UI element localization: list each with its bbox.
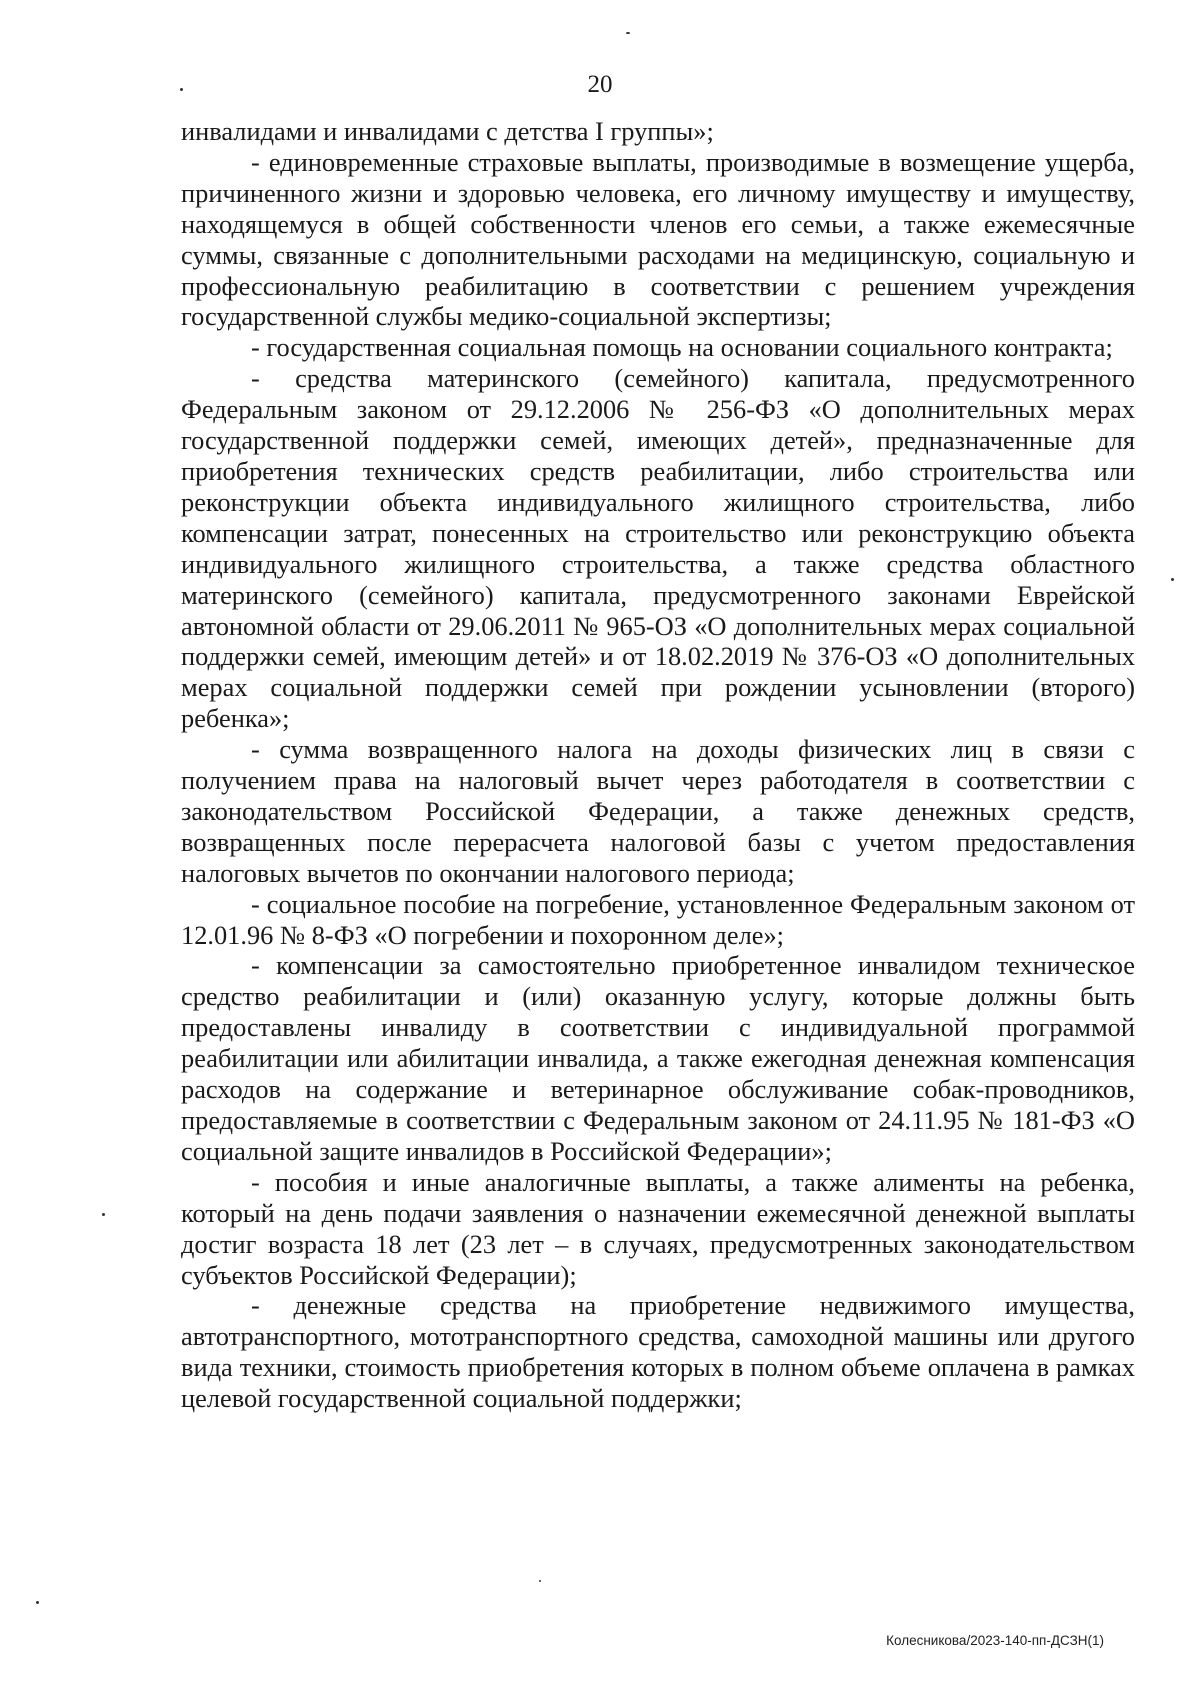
list-item-social-contract: - государственная социальная помощь на основании социального контракта; bbox=[251, 332, 1113, 363]
scan-speck bbox=[102, 1213, 105, 1216]
list-item-property-funds: - денежные средства на приобретение недвижимого имущества, автотранспортного, мототранспортного средства, самоходной машины или другого вида техники, стоимость приобретения которых в полном объеме оплачена в рамках целевой государственной социальной поддержки; bbox=[181, 1290, 1135, 1414]
scan-speck bbox=[539, 1580, 541, 1582]
scan-speck bbox=[626, 32, 630, 34]
list-item-tax-refund: - сумма возвращенного налога на доходы физических лиц в связи с получением права на налоговый вычет через работодателя в соответствии с законодательством Российской Федерации, а также денежных средств, возвращенных после перерасчета налоговой базы с учетом предоставления налоговых вычетов по окончании налогового периода; bbox=[181, 734, 1135, 888]
list-item-child-benefits: - пособия и иные аналогичные выплаты, а также алименты на ребенка, который на день подачи заявления о назначении ежемесячной денежной выплаты достиг возраста 18 лет (23 лет – в случаях, предусмотренных законодательством субъектов Российской Федерации); bbox=[181, 1166, 1135, 1290]
page-number: 20 bbox=[587, 71, 613, 98]
paragraph-continuation: инвалидами и инвалидами с детства I группы»; bbox=[181, 116, 714, 146]
document-body bbox=[181, 116, 1135, 1414]
scan-speck bbox=[1171, 578, 1174, 581]
scan-speck bbox=[36, 1601, 39, 1604]
list-item-maternity-capital: - средства материнского (семейного) капитала, предусмотренного Федеральным законом от 29.12.2006 № 256-ФЗ «О дополнительных мерах государственной поддержки семей, имеющих детей», предназначенные для приобретения технических средств реабилитации, либо строительства или реконструкции объекта индивидуального жилищного строительства, либо компенсации затрат, понесенных на строительство или реконструкцию объекта индивидуального жилищного строительства, а также средства областного материнского (семейного) капитала, предусмотренного законами Еврейской автономной области от 29.06.2011 № 965-ОЗ «О дополнительных мерах социальной поддержки семей, имеющим детей» и от 18.02.2019 № 376-ОЗ «О дополнительных мерах социальной поддержки семей при рождении усыновлении (второго) ребенка»; bbox=[181, 363, 1135, 734]
list-item-insurance-payments: - единовременные страховые выплаты, производимые в возмещение ущерба, причиненного жизни и здоровью человека, его личному имуществу и имуществу, находящемуся в общей собственности членов его семьи, а также ежемесячные суммы, связанные с дополнительными расходами на медицинскую, социальную и профессиональную реабилитацию в соответствии с решением учреждения государственной службы медико-социальной экспертизы; bbox=[181, 146, 1135, 332]
document-id-footer: Колесникова/2023-140-пп-ДСЗН(1) bbox=[886, 1633, 1104, 1648]
list-item-disability-compensation: - компенсации за самостоятельно приобретенное инвалидом техническое средство реабилитации и (или) оказанную услугу, которые должны быть предоставлены инвалиду в соответствии с индивидуальной программой реабилитации или абилитации инвалида, а также ежегодная денежная компенсация расходов на содержание и ветеринарное обслуживание собак-проводников, предоставляемые в соответствии с Федеральным законом от 24.11.95 № 181-ФЗ «О социальной защите инвалидов в Российской Федерации»; bbox=[181, 950, 1135, 1166]
scan-speck bbox=[180, 88, 183, 91]
list-item-funeral-allowance: - социальное пособие на погребение, установленное Федеральным законом от 12.01.96 № 8-ФЗ «О погребении и похоронном деле»; bbox=[181, 888, 1135, 950]
